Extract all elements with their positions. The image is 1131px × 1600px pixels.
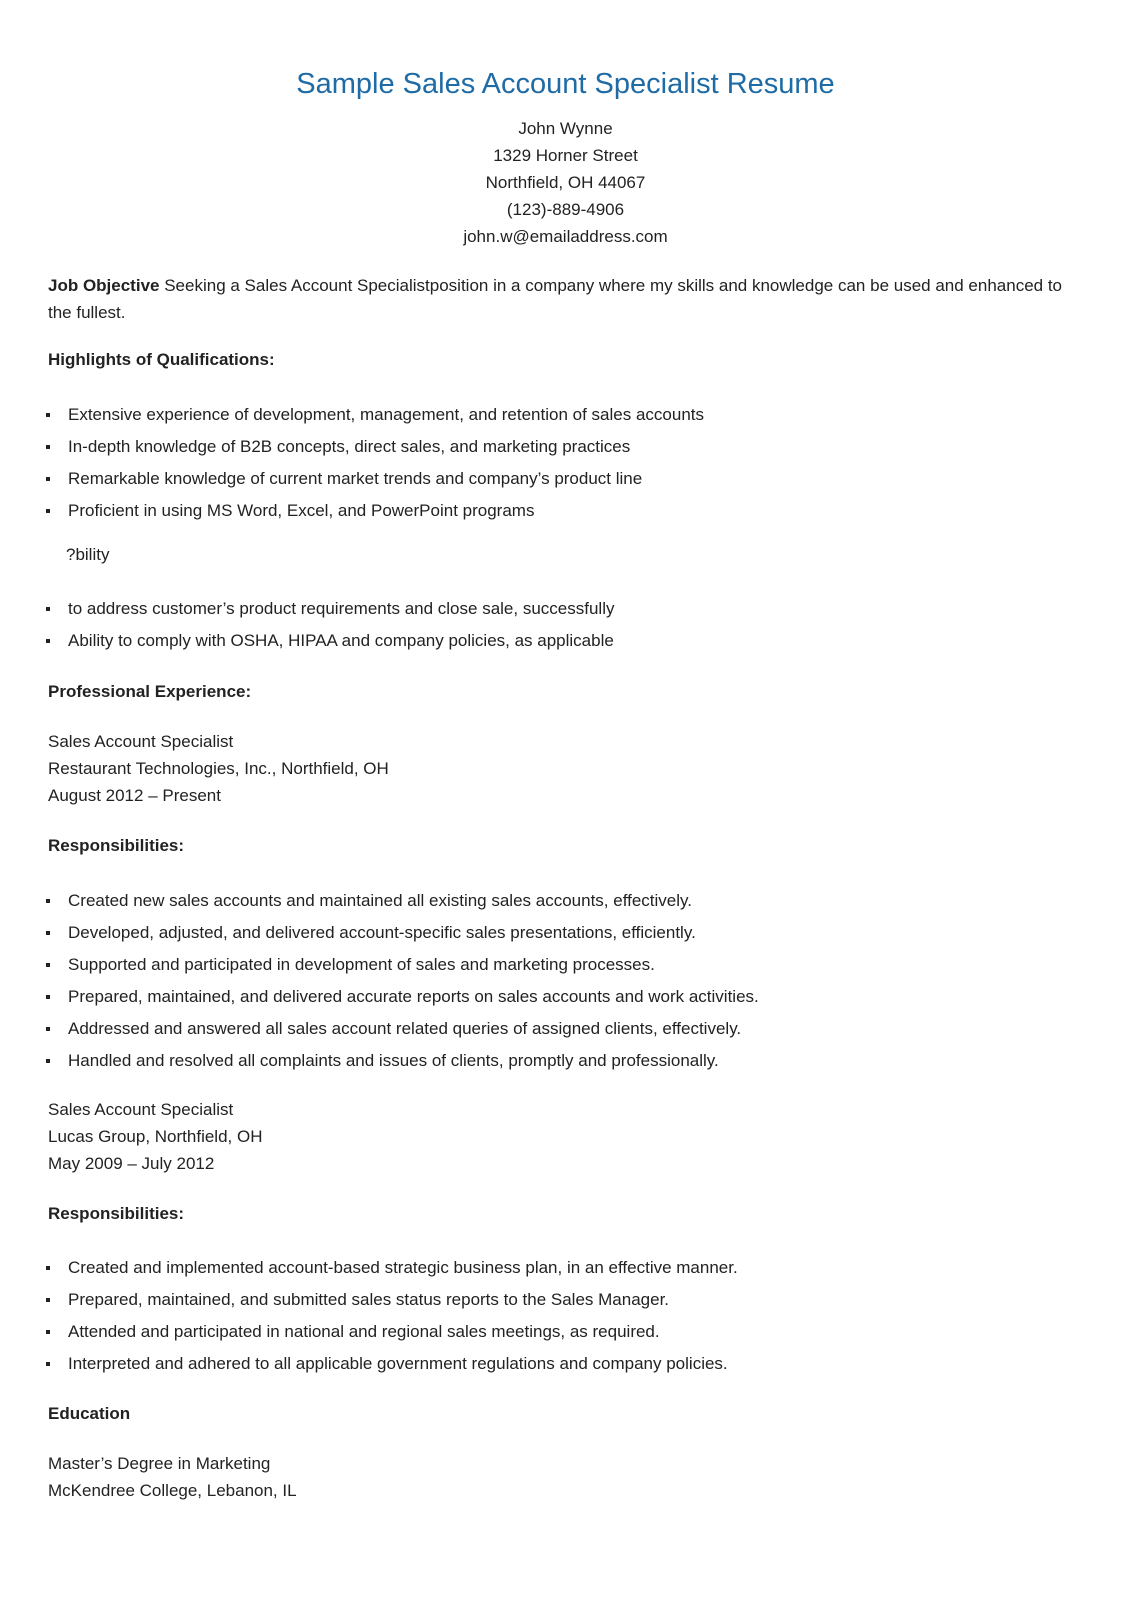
objective-label: Job Objective	[48, 276, 160, 295]
highlights-list-b	[48, 593, 1088, 657]
experience-heading: Professional Experience:	[48, 682, 252, 701]
contact-block	[0, 115, 1131, 250]
bullet-icon	[46, 607, 50, 611]
bullet-icon	[46, 1330, 50, 1334]
job-1-responsibilities	[48, 885, 1088, 1077]
bullet-icon	[46, 509, 50, 513]
highlights-heading: Highlights of Qualifications:	[48, 350, 275, 369]
job-dates: August 2012 – Present	[48, 786, 221, 805]
contact-email: john.w@emailaddress.com	[463, 227, 668, 246]
job-objective	[48, 272, 1088, 326]
job-title: Sales Account Specialist	[48, 732, 234, 751]
objective-text: Seeking a Sales Account Specialistposition in a company where my skills and knowledge can be used and enhanced to the fullest.	[48, 276, 1062, 322]
list-item: Remarkable knowledge of current market trends and company’s product line	[48, 463, 1088, 495]
list-item: In-depth knowledge of B2B concepts, direct sales, and marketing practices	[48, 431, 1088, 463]
responsibilities-heading: Responsibilities:	[48, 1204, 185, 1223]
stray-line: ?bility	[66, 545, 110, 564]
bullet-icon	[46, 1362, 50, 1366]
education-heading: Education	[48, 1404, 131, 1423]
list-item: Created and implemented account-based strategic business plan, in an effective manner.	[48, 1252, 1088, 1284]
page-title: Sample Sales Account Specialist Resume	[296, 68, 835, 100]
bullet-icon	[46, 899, 50, 903]
bullet-icon	[46, 931, 50, 935]
bullet-icon	[46, 639, 50, 643]
list-item: to address customer’s product requirements and close sale, successfully	[48, 593, 1088, 625]
education-degree: Master’s Degree in Marketing	[48, 1454, 271, 1473]
list-item: Prepared, maintained, and delivered accurate reports on sales accounts and work activities.	[48, 981, 1088, 1013]
job-company: Lucas Group, Northfield, OH	[48, 1127, 263, 1146]
list-item: Attended and participated in national and regional sales meetings, as required.	[48, 1316, 1088, 1348]
job-dates: May 2009 – July 2012	[48, 1154, 215, 1173]
contact-street: 1329 Horner Street	[493, 146, 638, 165]
job-2-responsibilities	[48, 1252, 1088, 1380]
list-item: Ability to comply with OSHA, HIPAA and company policies, as applicable	[48, 625, 1088, 657]
bullet-icon	[46, 1027, 50, 1031]
list-item: Proficient in using MS Word, Excel, and PowerPoint programs	[48, 495, 1088, 527]
contact-name: John Wynne	[518, 119, 613, 138]
education-school: McKendree College, Lebanon, IL	[48, 1481, 297, 1500]
education-info	[48, 1450, 1088, 1504]
list-item: Interpreted and adhered to all applicable government regulations and company policies.	[48, 1348, 1088, 1380]
list-item: Developed, adjusted, and delivered account-specific sales presentations, efficiently.	[48, 917, 1088, 949]
job-company: Restaurant Technologies, Inc., Northfield, OH	[48, 759, 389, 778]
contact-phone: (123)-889-4906	[506, 200, 625, 219]
list-item: Prepared, maintained, and submitted sales status reports to the Sales Manager.	[48, 1284, 1088, 1316]
responsibilities-heading: Responsibilities:	[48, 836, 185, 855]
bullet-icon	[46, 477, 50, 481]
bullet-icon	[46, 1059, 50, 1063]
bullet-icon	[46, 445, 50, 449]
list-item: Addressed and answered all sales account related queries of assigned clients, effectively.	[48, 1013, 1088, 1045]
list-item: Handled and resolved all complaints and issues of clients, promptly and professionally.	[48, 1045, 1088, 1077]
list-item: Created new sales accounts and maintained all existing sales accounts, effectively.	[48, 885, 1088, 917]
job-2-info	[48, 1096, 1088, 1177]
bullet-icon	[46, 963, 50, 967]
bullet-icon	[46, 1298, 50, 1302]
list-item: Supported and participated in development of sales and marketing processes.	[48, 949, 1088, 981]
bullet-icon	[46, 1266, 50, 1270]
highlights-list-a	[48, 399, 1088, 527]
job-title: Sales Account Specialist	[48, 1100, 234, 1119]
job-1-info	[48, 728, 1088, 809]
list-item: Extensive experience of development, management, and retention of sales accounts	[48, 399, 1088, 431]
contact-city: Northfield, OH 44067	[485, 173, 646, 192]
bullet-icon	[46, 995, 50, 999]
bullet-icon	[46, 413, 50, 417]
